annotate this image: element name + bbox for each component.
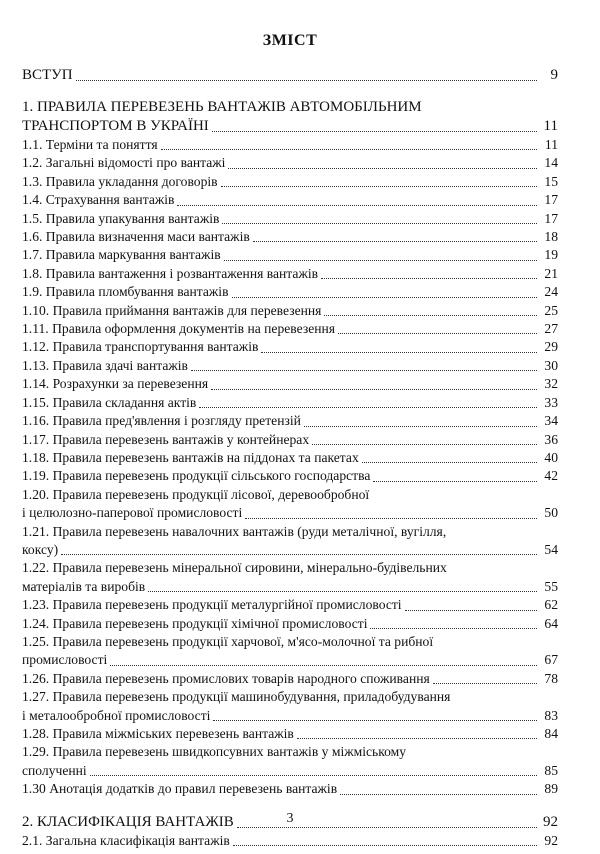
toc-entry-page: 17 <box>544 192 558 208</box>
dot-leader <box>304 426 537 427</box>
dot-leader <box>76 80 537 81</box>
dot-leader <box>224 260 537 261</box>
toc-entry-label: 1.12. Правила транспортування вантажів <box>22 339 259 355</box>
toc-entry-label: і целюлозно-паперової промисловості <box>22 505 243 521</box>
dot-leader <box>90 775 537 776</box>
toc-entry-page: 18 <box>544 229 558 245</box>
toc-entry-page: 78 <box>544 670 558 686</box>
dot-leader <box>221 186 537 187</box>
toc-entry-page: 85 <box>544 762 558 778</box>
toc-entry-label: ТРАНСПОРТОМ В УКРАЇНІ <box>22 118 209 134</box>
toc-entry-page: 84 <box>544 726 558 741</box>
dot-leader <box>433 683 537 684</box>
toc-entry-label: 1.6. Правила визначення маси вантажів <box>22 229 250 245</box>
toc-entry-line1: 1.25. Правила перевезень продукції харчової, м'ясо-молочної та рибної <box>22 633 434 649</box>
toc-entry-label: 1.14. Розрахунки за перевезення <box>22 376 209 392</box>
toc-entry <box>22 431 558 449</box>
table-of-contents <box>22 66 558 850</box>
toc-entry-label: 2.1. Загальна класифікація вантажів <box>22 832 230 848</box>
dot-leader <box>245 518 537 519</box>
toc-entry-label: коксу) <box>22 541 59 557</box>
dot-leader <box>253 241 537 242</box>
toc-entry <box>22 136 558 154</box>
dot-leader <box>191 370 537 371</box>
toc-entry <box>22 541 558 559</box>
toc-entry-line1: 1.21. Правила перевезень навалочних вантажів (руди металічної, вугілля, <box>22 523 447 539</box>
toc-entry-page: 92 <box>544 832 558 848</box>
toc-entry-label: 1.3. Правила укладання договорів <box>22 173 218 189</box>
dot-leader <box>199 407 537 408</box>
toc-entry-line1: 1.27. Правила перевезень продукції машинобудування, приладобудування <box>22 689 451 705</box>
section-2-items <box>22 832 558 850</box>
toc-entry-page: 25 <box>544 302 558 318</box>
toc-entry-label: 1.15. Правила складання актів <box>22 394 197 410</box>
section-1-heading-line2 <box>22 117 558 136</box>
dot-leader <box>110 665 537 666</box>
section-1-items <box>22 136 558 799</box>
toc-entry-label: 1.1. Терміни та поняття <box>22 137 158 152</box>
toc-entry <box>22 707 558 725</box>
dot-leader <box>340 794 537 795</box>
toc-entry-label: 1.26. Правила перевезень промислових товарів народного споживання <box>22 670 430 686</box>
toc-entry-page: 14 <box>544 155 558 171</box>
toc-entry <box>22 228 558 246</box>
toc-entry-label: сполученні <box>22 762 87 778</box>
toc-entry-label: 1.4. Страхування вантажів <box>22 192 175 208</box>
toc-entry-page: 30 <box>544 357 558 373</box>
toc-entry <box>22 246 558 264</box>
toc-entry-line1: 1.29. Правила перевезень швидкопсувних вантажів у міжміському <box>22 744 407 760</box>
toc-entry-page: 19 <box>544 247 558 263</box>
toc-entry <box>22 832 558 850</box>
dot-leader <box>161 149 537 150</box>
toc-entry-line1: 1.22. Правила перевезень мінеральної сировини, мінерально-будівельних <box>22 560 447 576</box>
toc-entry <box>22 320 558 338</box>
toc-entry-page: 54 <box>544 541 558 557</box>
toc-entry <box>22 394 558 412</box>
toc-entry <box>22 338 558 356</box>
toc-entry-label: 1.11. Правила оформлення документів на перевезення <box>22 321 336 337</box>
toc-entry <box>22 467 558 485</box>
toc-entry <box>22 504 558 522</box>
toc-entry-label: ВСТУП <box>22 67 73 83</box>
toc-entry-page: 17 <box>544 210 558 226</box>
toc-entry-label: промисловості <box>22 652 108 668</box>
toc-entry-label: 1.10. Правила приймання вантажів для перевезення <box>22 302 322 318</box>
dot-leader <box>373 481 537 482</box>
toc-entry-page: 89 <box>544 781 558 797</box>
toc-entry <box>22 449 558 467</box>
dot-leader <box>362 462 537 463</box>
toc-entry-page: 24 <box>544 284 558 300</box>
toc-entry <box>22 780 558 798</box>
toc-entry <box>22 725 558 743</box>
dot-leader <box>228 168 537 169</box>
dot-leader <box>213 720 537 721</box>
toc-entry-label: 1.5. Правила упакування вантажів <box>22 210 220 226</box>
toc-entry-label: 1.19. Правила перевезень продукції сільського господарства <box>22 468 371 484</box>
toc-entry-page: 67 <box>544 652 558 668</box>
toc-entry <box>22 173 558 191</box>
page-number: 3 <box>286 811 294 826</box>
toc-entry-page: 32 <box>544 376 558 392</box>
dot-leader <box>233 845 537 846</box>
dot-leader <box>321 278 537 279</box>
toc-entry <box>22 578 558 596</box>
dot-leader <box>405 610 537 611</box>
dot-leader <box>61 554 537 555</box>
toc-entry <box>22 651 558 669</box>
toc-entry-label: 1.24. Правила перевезень продукції хімічної промисловості <box>22 615 368 631</box>
toc-entry-label: матеріалів та виробів <box>22 578 146 594</box>
dot-leader <box>222 223 537 224</box>
toc-entry-label: 2. КЛАСИФІКАЦІЯ ВАНТАЖІВ <box>22 813 234 830</box>
toc-entry-page: 21 <box>544 265 558 281</box>
toc-entry <box>22 670 558 688</box>
dot-leader <box>297 738 537 739</box>
dot-leader <box>211 389 537 390</box>
toc-entry-label: 1.23. Правила перевезень продукції металургійної промисловості <box>22 597 402 613</box>
toc-entry-page: 11 <box>543 118 558 134</box>
section-1-heading-line1: 1. ПРАВИЛА ПЕРЕВЕЗЕНЬ ВАНТАЖІВ АВТОМОБІЛЬНИМ <box>22 99 422 115</box>
toc-entry <box>22 412 558 430</box>
toc-entry-page: 33 <box>544 394 558 410</box>
toc-entry-label: 1.8. Правила вантаження і розвантаження вантажів <box>22 265 319 281</box>
toc-entry-page: 42 <box>544 468 558 484</box>
document-page <box>22 0 558 854</box>
page-title: ЗМІСТ <box>262 32 318 49</box>
dot-leader <box>232 297 538 298</box>
toc-entry-label: 1.18. Правила перевезень вантажів на піддонах та пакетах <box>22 449 359 465</box>
toc-entry <box>22 302 558 320</box>
toc-entry-page: 55 <box>544 578 558 594</box>
toc-entry-label: 1.2. Загальні відомості про вантажі <box>22 155 226 171</box>
toc-entry <box>22 265 558 283</box>
toc-entry-label: 1.7. Правила маркування вантажів <box>22 247 221 263</box>
toc-entry-page: 29 <box>544 339 558 355</box>
dot-leader <box>177 205 537 206</box>
toc-entry <box>22 375 558 393</box>
dot-leader <box>370 628 537 629</box>
toc-entry <box>22 210 558 228</box>
toc-entry <box>22 283 558 301</box>
toc-entry-page: 92 <box>543 813 558 830</box>
dot-leader <box>338 333 537 334</box>
toc-entry <box>22 357 558 375</box>
toc-entry-label: і металообробної промисловості <box>22 707 211 723</box>
toc-entry <box>22 154 558 172</box>
toc-entry-page: 27 <box>544 321 558 337</box>
toc-entry-line1: 1.20. Правила перевезень продукції лісової, деревообробної <box>22 486 370 502</box>
dot-leader <box>324 315 537 316</box>
toc-entry-page: 40 <box>544 449 558 465</box>
toc-entry-page: 50 <box>544 505 558 521</box>
toc-entry-page: 9 <box>550 67 558 83</box>
toc-entry-page: 36 <box>544 431 558 447</box>
toc-entry-label: 1.30 Анотація додатків до правил перевезень вантажів <box>22 781 338 797</box>
dot-leader <box>212 131 537 132</box>
toc-entry <box>22 615 558 633</box>
dot-leader <box>261 352 537 353</box>
toc-entry-label: 1.16. Правила пред'явлення і розгляду претензій <box>22 413 301 429</box>
toc-entry-label: 1.17. Правила перевезень вантажів у контейнерах <box>22 431 310 447</box>
dot-leader <box>148 591 537 592</box>
toc-entry-intro <box>22 66 558 85</box>
toc-entry-page: 64 <box>544 615 558 631</box>
toc-entry <box>22 191 558 209</box>
toc-entry-page: 62 <box>544 597 558 613</box>
dot-leader <box>312 444 537 445</box>
toc-entry-page: 15 <box>544 173 558 189</box>
toc-entry-page: 83 <box>544 707 558 723</box>
toc-entry <box>22 762 558 780</box>
toc-entry-label: 1.9. Правила пломбування вантажів <box>22 284 229 300</box>
toc-entry-label: 1.13. Правила здачі вантажів <box>22 357 188 373</box>
toc-entry-page: 34 <box>544 413 558 429</box>
toc-entry <box>22 596 558 614</box>
toc-entry-label: 1.28. Правила міжміських перевезень вантажів <box>22 726 294 741</box>
toc-entry-page: 11 <box>544 137 558 152</box>
